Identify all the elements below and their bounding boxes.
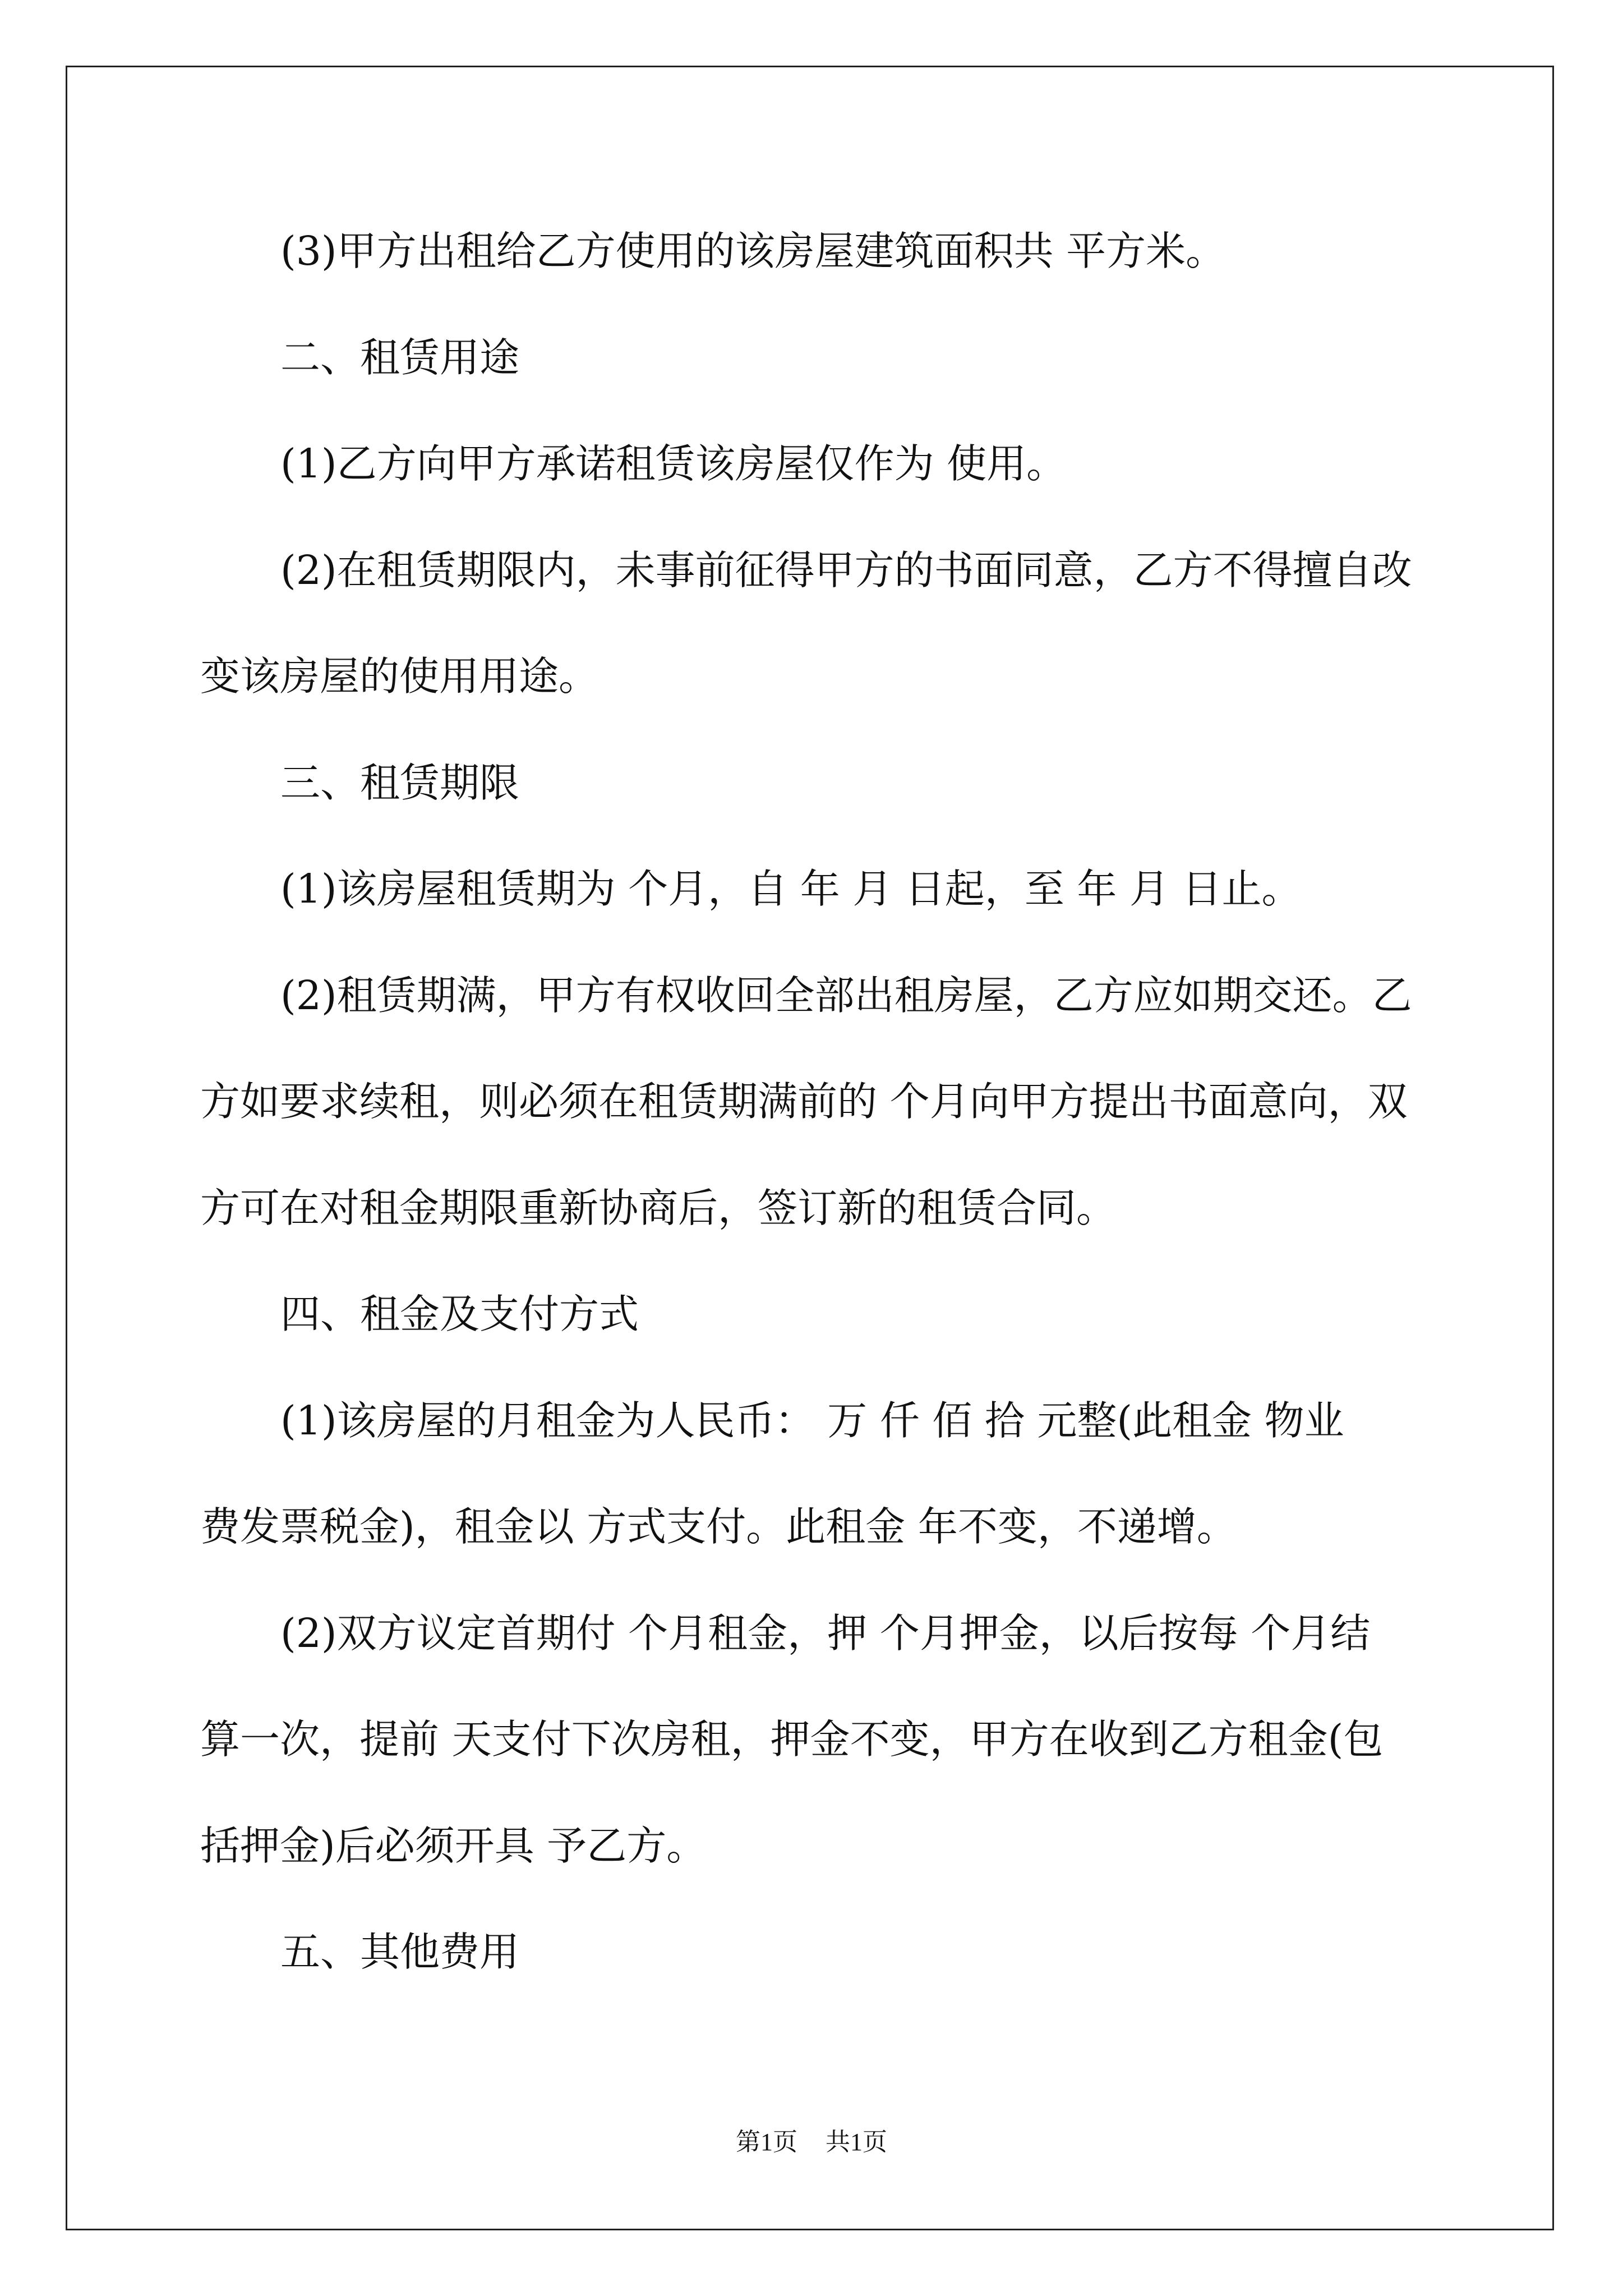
paragraph xyxy=(200,411,1490,517)
paragraph xyxy=(200,1368,1490,1580)
section-heading xyxy=(200,730,1490,836)
paragraph xyxy=(200,836,1490,942)
paragraph-line: 方如要求续租，则必须在租赁期满前的 个月向甲方提出书面意向，双 xyxy=(200,1078,1408,1125)
paragraph xyxy=(200,1580,1490,1899)
page-number: 第1页 xyxy=(736,2128,797,2156)
paragraph-line: 方可在对租金期限重新协商后，签订新的租赁合同。 xyxy=(200,1184,1117,1231)
page-footer xyxy=(0,2125,1623,2159)
paragraph-line: 算一次，提前 天支付下次房租，押金不变，甲方在收到乙方租金(包 xyxy=(200,1716,1384,1763)
paragraph-line: (2)在租赁期限内，未事前征得甲方的书面同意，乙方不得擅自改 xyxy=(280,546,1412,593)
paragraph-line: (2)双方议定首期付 个月租金，押 个月押金，以后按每 个月结 xyxy=(280,1609,1371,1657)
paragraph-line: 费发票税金)，租金以 方式支付。此租金 年不变，不递增。 xyxy=(200,1503,1237,1550)
paragraph-line: (1)乙方向甲方承诺租赁该房屋仅作为 使用。 xyxy=(280,440,1067,487)
section-heading xyxy=(200,1899,1490,2005)
section-heading-text: 五、其他费用 xyxy=(280,1929,520,1975)
paragraph xyxy=(200,198,1490,305)
section-heading xyxy=(200,1261,1490,1368)
section-heading xyxy=(200,305,1490,411)
paragraph-line: (3)甲方出租给乙方使用的该房屋建筑面积共 平方米。 xyxy=(280,228,1226,274)
paragraph-line: 括押金)后必须开具 予乙方。 xyxy=(200,1822,707,1869)
paragraph-line: (1)该房屋租赁期为 个月，自 年 月 日起，至 年 月 日止。 xyxy=(280,866,1302,912)
paragraph-line: (1)该房屋的月租金为人民币： 万 仟 佰 拾 元整(此租金 物业 xyxy=(280,1397,1344,1444)
page-total: 共1页 xyxy=(826,2128,887,2156)
paragraph xyxy=(200,517,1490,730)
section-heading-text: 二、租赁用途 xyxy=(280,334,520,381)
paragraph-line: 变该房屋的使用用途。 xyxy=(200,653,599,700)
document-body xyxy=(200,198,1490,2005)
section-heading-text: 三、租赁期限 xyxy=(280,759,520,806)
paragraph-line: (2)租赁期满，甲方有权收回全部出租房屋，乙方应如期交还。乙 xyxy=(280,972,1412,1019)
paragraph xyxy=(200,942,1490,1262)
section-heading-text: 四、租金及支付方式 xyxy=(280,1291,639,1337)
